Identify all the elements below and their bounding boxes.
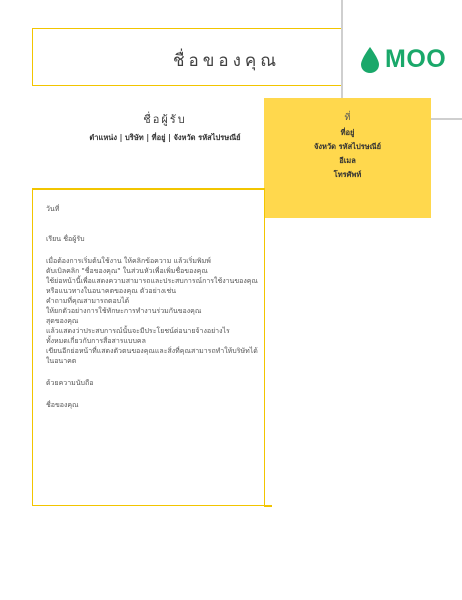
letter-top-border	[33, 188, 265, 190]
your-name-title[interactable]: ชื่อของคุณ	[173, 51, 281, 71]
drop-logo-icon	[360, 46, 380, 74]
letter-paragraph[interactable]: ทั้งหมดเกี่ยวกับการสื่อสารแบบคล	[46, 337, 146, 345]
letter-paragraph[interactable]: ให้ยกตัวอย่างการใช้ทักษะการทำงานร่วมกันของคุณ	[46, 307, 202, 315]
letter-greeting[interactable]: เรียน ชื่อผู้รับ	[46, 235, 85, 243]
sender-info-panel	[264, 98, 431, 218]
sender-email[interactable]: อีเมล	[339, 156, 356, 165]
letter-text	[46, 204, 258, 410]
letter-paragraph[interactable]: ดับเบิลคลิก "ชื่อของคุณ" ในส่วนหัวเพื่อเพิ่มชื่อของคุณ	[46, 267, 208, 275]
letter-paragraph[interactable]: ใช้ย่อหน้านี้เพื่อแสดงความสามารถและประสบการณ์การใช้งานของคุณ	[46, 277, 258, 285]
letter-paragraph[interactable]: เขียนอีกย่อหน้าที่แสดงตัวตนของคุณและสิ่งที่คุณสามารถทำให้บริษัทได้ในอนาคต	[46, 347, 258, 365]
sender-city-postal[interactable]: จังหวัด รหัสไปรษณีย์	[313, 142, 382, 151]
letter-signature[interactable]: ชื่อของคุณ	[46, 401, 79, 409]
letter-body-box	[32, 188, 265, 506]
name-header-box	[32, 28, 344, 86]
letter-paragraph[interactable]: สุดของคุณ	[46, 317, 79, 325]
sender-phone[interactable]: โทรศัพท์	[333, 170, 362, 179]
letter-date[interactable]: วันที่	[46, 205, 60, 213]
letter-closing[interactable]: ด้วยความนับถือ	[46, 379, 94, 387]
sender-address[interactable]: ที่อยู่	[340, 128, 355, 137]
recipient-info[interactable]: ตำแหน่ง | บริษัท | ที่อยู่ | จังหวัด รหัสไปรษณีย์	[89, 133, 241, 142]
letter-paragraph[interactable]: แล้วแสดงว่าประสบการณ์นั้นจะมีประโยชน์ต่อนายจ้างอย่างไร	[46, 327, 230, 335]
recipient-name[interactable]: ชื่อผู้รับ	[143, 113, 187, 126]
letter-paragraph[interactable]: หรือแนวทางในอนาคตของคุณ ตัวอย่างเช่น	[46, 287, 176, 295]
moo-logo-text: MOO	[385, 45, 447, 73]
sender-heading[interactable]: ที่	[344, 113, 351, 123]
letter-bottom-tick	[264, 505, 272, 507]
recipient-block	[60, 110, 270, 144]
letter-paragraph[interactable]: คำถามที่คุณสามารถตอบได้	[46, 297, 130, 305]
letter-paragraph[interactable]: เมื่อต้องการเริ่มต้นใช้งาน ให้คลิกข้อความ แล้วเริ่มพิมพ์	[46, 257, 211, 265]
